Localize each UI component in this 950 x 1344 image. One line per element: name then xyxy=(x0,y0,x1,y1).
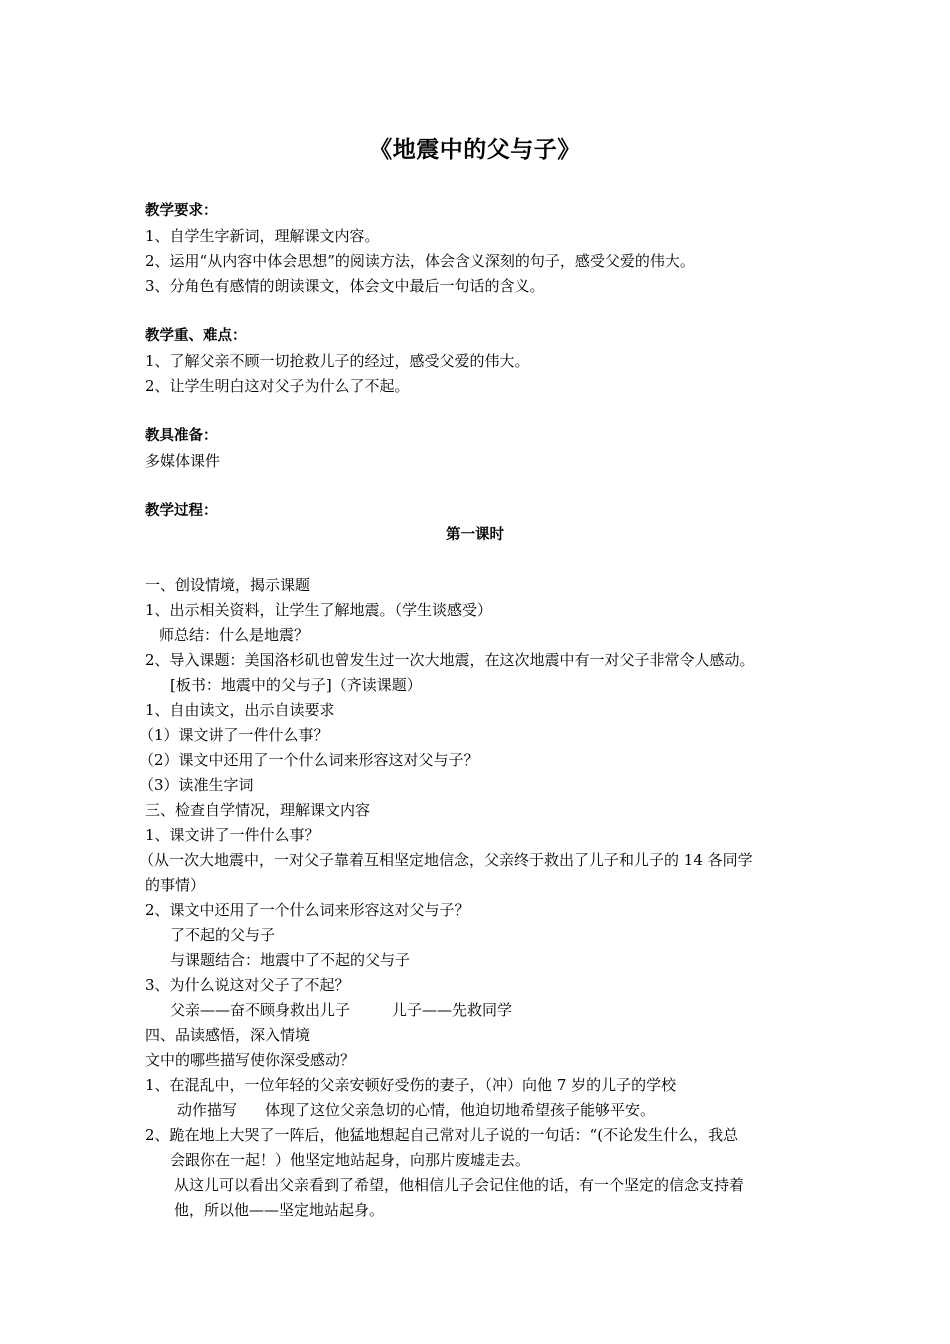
section-1-item-1: 1、出示相关资料，让学生了解地震。（学生谈感受） xyxy=(145,601,493,619)
section-1-teacher-summary: 师总结：什么是地震？ xyxy=(159,626,310,644)
section-4-question: 文中的哪些描写使你深受感动？ xyxy=(145,1051,356,1069)
section-1-item-2: 2、导入课题：美国洛杉矶也曾发生过一次大地震，在这次地震中有一对父子非常令人感动。 xyxy=(145,651,755,669)
son-action: 儿子——先救同学 xyxy=(392,1001,513,1019)
requirements-heading: 教学要求： xyxy=(145,203,218,219)
section-3-heading: 三、检查自学情况，理解课文内容 xyxy=(145,801,371,819)
requirement-item-1: 1、自学生字新词，理解课文内容。 xyxy=(145,227,380,245)
section-3-answer-1-line-2: 的事情） xyxy=(145,876,206,894)
section-3-answer-1-line-1: （从一次大地震中，一对父子靠着互相坚定地信念，父亲终于救出了儿子和儿子的 14 各同学 xyxy=(139,851,753,869)
section-4-item-2-line-2: 会跟你在一起！）他坚定地站起身，向那片废墟走去。 xyxy=(170,1151,531,1169)
section-3-answer-2b: 与课题结合：地震中了不起的父与子 xyxy=(170,951,411,969)
section-2-item-1: 1、自由读文，出示自读要求 xyxy=(145,701,335,719)
tools-text: 多媒体课件 xyxy=(145,452,221,470)
section-2-question-2: （2）课文中还用了一个什么词来形容这对父与子？ xyxy=(139,751,479,769)
section-2-question-1: （1）课文讲了一件什么事？ xyxy=(139,726,329,744)
document-title: 《地震中的父与子》 xyxy=(369,137,581,163)
section-4-item-2-note-line-1: 从这儿可以看出父亲看到了希望，他相信儿子会记住他的话，有一个坚定的信念支持着 xyxy=(174,1176,745,1194)
section-3-item-1: 1、课文讲了一件什么事？ xyxy=(145,826,320,844)
description-note: 体现了这位父亲急切的心情，他迫切地希望孩子能够平安。 xyxy=(265,1101,656,1119)
section-4-item-1-analysis xyxy=(177,1098,847,1123)
process-heading: 教学过程： xyxy=(145,503,218,519)
section-1-board-note: [板书：地震中的父与子]（齐读课题） xyxy=(170,676,422,694)
section-4-item-2-note-line-2: 他，所以他——坚定地站起身。 xyxy=(174,1201,385,1219)
section-4-heading: 四、品读感悟，深入情境 xyxy=(145,1026,311,1044)
section-3-item-2: 2、课文中还用了一个什么词来形容这对父与子？ xyxy=(145,901,470,919)
description-type-label: 动作描写 xyxy=(177,1101,238,1119)
key-point-item-1: 1、了解父亲不顾一切抢救儿子的经过，感受父爱的伟大。 xyxy=(145,352,530,370)
section-2-question-3: （3）读准生字词 xyxy=(139,776,254,794)
tools-heading: 教具准备： xyxy=(145,428,218,444)
section-4-item-1: 1、在混乱中，一位年轻的父亲安顿好受伤的妻子，（冲）向他 7 岁的儿子的学校 xyxy=(145,1076,677,1094)
section-3-item-3: 3、为什么说这对父子了不起？ xyxy=(145,976,350,994)
section-1-heading: 一、创设情境，揭示课题 xyxy=(145,576,311,594)
requirement-item-2: 2、运用“从内容中体会思想”的阅读方法，体会含义深刻的句子，感受父爱的伟大。 xyxy=(145,252,695,270)
key-point-item-2: 2、让学生明白这对父子为什么了不起。 xyxy=(145,377,410,395)
requirement-item-3: 3、分角色有感情的朗读课文，体会文中最后一句话的含义。 xyxy=(145,277,545,295)
father-action: 父亲——奋不顾身救出儿子 xyxy=(170,1001,351,1019)
section-3-answer-3 xyxy=(170,998,840,1023)
lesson-title: 第一课时 xyxy=(446,527,504,543)
section-3-answer-2: 了不起的父与子 xyxy=(170,926,276,944)
key-points-heading: 教学重、难点： xyxy=(145,328,247,344)
section-4-item-2-line-1: 2、跪在地上大哭了一阵后，他猛地想起自己常对儿子说的一句话：“(不论发生什么，我总 xyxy=(145,1126,739,1144)
